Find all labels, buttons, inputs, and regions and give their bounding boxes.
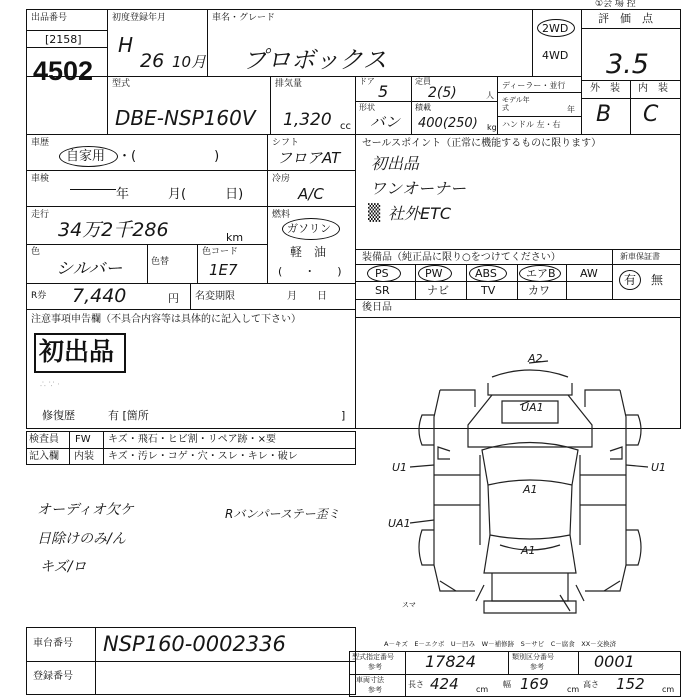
notes-title: 注意事項申告欄（不具合内容等は具体的に記入して下さい） (31, 314, 301, 325)
mileage-unit: km (226, 231, 244, 244)
inspector-row2: キズ・汚レ・コゲ・穴・スレ・キレ・破レ (108, 451, 298, 462)
first-reg-label: 初度登録年月 (112, 13, 167, 23)
handle-label: ハンドル 左・右 (502, 120, 561, 129)
model-label: 型式 (112, 79, 131, 89)
ac-label: 冷房 (272, 174, 291, 184)
damage-u1-right: U1 (651, 461, 667, 474)
mileage-label: 走行 (31, 210, 50, 220)
fuel-label: 燃料 (272, 210, 291, 220)
type-label: 型式指定番号 (352, 653, 394, 661)
repair-label: 修復歴 (42, 409, 75, 422)
recycle-value: 7,440 (72, 285, 127, 307)
damage-a2: A2 (528, 352, 543, 365)
remark-right: Rバンパーステー歪ミ (225, 507, 340, 521)
load-value: 400(250) (418, 116, 478, 131)
width-value: 169 (520, 675, 549, 693)
ext-label: 外 装 (590, 83, 620, 94)
score-value: 3.5 (606, 49, 649, 80)
inspector-label-2: 記入欄 (29, 451, 59, 462)
equip-sr: SR (375, 284, 390, 297)
type-number: 17824 (425, 652, 476, 671)
reg-year: 26 (140, 50, 165, 72)
height-label: 高さ (583, 680, 599, 689)
damage-u1-left: U1 (392, 461, 408, 474)
lot-code: [2158] (45, 33, 82, 46)
doors-value: 5 (378, 82, 389, 101)
lot-label: 出品番号 (31, 13, 68, 23)
smudge: ∴ ∵ · (40, 380, 61, 390)
first-listing-text: 初出品 (39, 337, 115, 366)
capacity-value: 2(5) (428, 85, 457, 101)
damage-a1-mid: A1 (523, 483, 538, 496)
history-label: 車歴 (31, 138, 50, 148)
class-number: 0001 (594, 652, 635, 671)
name-label: 車名・グレード (212, 13, 276, 23)
color-label: 色 (31, 247, 41, 257)
later-items-label: 後日品 (362, 302, 392, 313)
damage-legend: A－キズ E－エクボ U－凹み W－補修跡 S－サビ C－腐食 XX－交換済 (384, 640, 617, 648)
capacity-unit: 人 (486, 91, 494, 100)
color-code-label: 色コード (202, 247, 239, 257)
top-right-mark: ①会 場 控 (595, 0, 636, 9)
equip-aw: AW (580, 267, 598, 280)
registration-label: 登録番号 (33, 671, 73, 682)
drive-4wd: 4WD (542, 49, 569, 62)
remark-2: 日除けのみ/ん (37, 531, 126, 547)
width-unit: cm (567, 685, 580, 694)
fuel-diesel: 軽 油 (290, 245, 327, 259)
size-label: 車両寸法 (356, 676, 384, 684)
equip-leather: カワ (528, 284, 550, 297)
deadline-label: 名変期限 (195, 291, 235, 302)
score-label: 評 価 点 (598, 12, 653, 25)
load-unit: kg (487, 123, 497, 132)
dealer-label: ディーラー・並行 (502, 81, 566, 90)
type-sub: 参考 (368, 663, 382, 671)
inspector-label-1: 検査員 (29, 434, 59, 445)
recycle-label: R券 (31, 291, 47, 301)
length-unit: cm (476, 685, 489, 694)
cc-value: 1,320 (283, 110, 332, 130)
fuel-gasoline: ガソリン (287, 222, 331, 235)
warranty-label: 新車保証書 (620, 252, 660, 261)
equip-ps: PS (375, 267, 389, 280)
warranty-yes: 有 (624, 273, 637, 287)
class-label: 類別区分番号 (512, 653, 554, 661)
car-name: プロボックス (243, 46, 387, 74)
history-rest: ・( ) (118, 149, 220, 164)
color-change-label: 色替 (151, 257, 170, 267)
class-sub: 参考 (530, 663, 544, 671)
equipment-title: 装備品（純正品に限り○をつけてください） (362, 252, 561, 263)
fuel-paren: ( ・ ) (278, 265, 342, 278)
height-value: 152 (616, 675, 645, 693)
reg-month: 10月 (172, 53, 207, 71)
inspector-row1-tag: FW (75, 434, 91, 445)
year-suffix: 年 (567, 105, 575, 114)
recycle-yen: 円 (168, 292, 179, 305)
shape-value: バン (370, 113, 401, 131)
length-label: 長さ (408, 680, 424, 689)
sales-title: セールスポイント（正常に機能するものに限ります） (362, 138, 602, 149)
equip-navi: ナビ (427, 284, 449, 297)
chassis-label: 車台番号 (33, 638, 73, 649)
reg-era: H (118, 33, 134, 57)
inspection-label: 車検 (31, 174, 50, 184)
shift-value: フロアAT (277, 149, 341, 167)
warranty-no: 無 (651, 273, 664, 287)
cc-label: 排気量 (275, 79, 303, 89)
color-value: シルバー (56, 259, 123, 279)
scribble-mark: ▒ (368, 203, 381, 222)
size-sub: 参考 (368, 686, 382, 694)
model-year-label: モデル年式 (502, 96, 530, 112)
repair-close: ] (341, 409, 346, 422)
sales-line-3: 社外ETC (388, 204, 452, 223)
equip-pw: PW (425, 267, 443, 280)
inspection-value: 年 月( 日) (116, 187, 244, 202)
remark-3: キズ/ロ (40, 559, 87, 575)
remark-1: オーディオ欠ケ (37, 502, 134, 518)
damage-ua1-top: UA1 (521, 401, 544, 414)
int-grade: C (643, 102, 659, 127)
equip-abs: ABS (475, 267, 497, 280)
equip-tv: TV (481, 284, 496, 297)
repair-value: 有 [箇所 (108, 409, 149, 422)
width-label: 幅 (503, 680, 511, 689)
mileage-value: 34万2千286 (58, 219, 169, 241)
damage-ua1-left: UA1 (388, 517, 411, 530)
int-label: 内 装 (638, 83, 668, 94)
drive-2wd: 2WD (542, 22, 569, 35)
chassis-number: NSP160-0002336 (103, 632, 286, 656)
model-value: DBE-NSP160V (115, 106, 256, 130)
doors-label: ドア (359, 77, 375, 86)
color-code: 1E7 (209, 261, 238, 279)
cc-unit: cc (340, 121, 351, 132)
shift-label: シフト (272, 138, 300, 148)
equip-airbag: エアB (526, 267, 556, 280)
damage-a1-low: A1 (521, 544, 536, 557)
load-label: 積載 (415, 103, 431, 112)
ext-grade: B (596, 102, 612, 127)
sales-line-1: 初出品 (371, 154, 420, 173)
inspector-row1: キズ・飛石・ヒビ割・リペア跡・×要 (108, 434, 276, 445)
damage-sumi: スマ (402, 601, 416, 609)
deadline-value: 月 日 (287, 291, 327, 302)
inspector-row2-tag: 内装 (74, 451, 94, 462)
length-value: 424 (430, 675, 459, 693)
lot-number: 4502 (33, 56, 94, 86)
ac-value: A/C (298, 185, 324, 203)
sales-line-2: ワンオーナー (370, 179, 467, 198)
height-unit: cm (662, 685, 675, 694)
shape-label: 形状 (359, 103, 375, 112)
capacity-label: 定員 (415, 77, 431, 86)
history-value: 自家用 (66, 149, 106, 164)
